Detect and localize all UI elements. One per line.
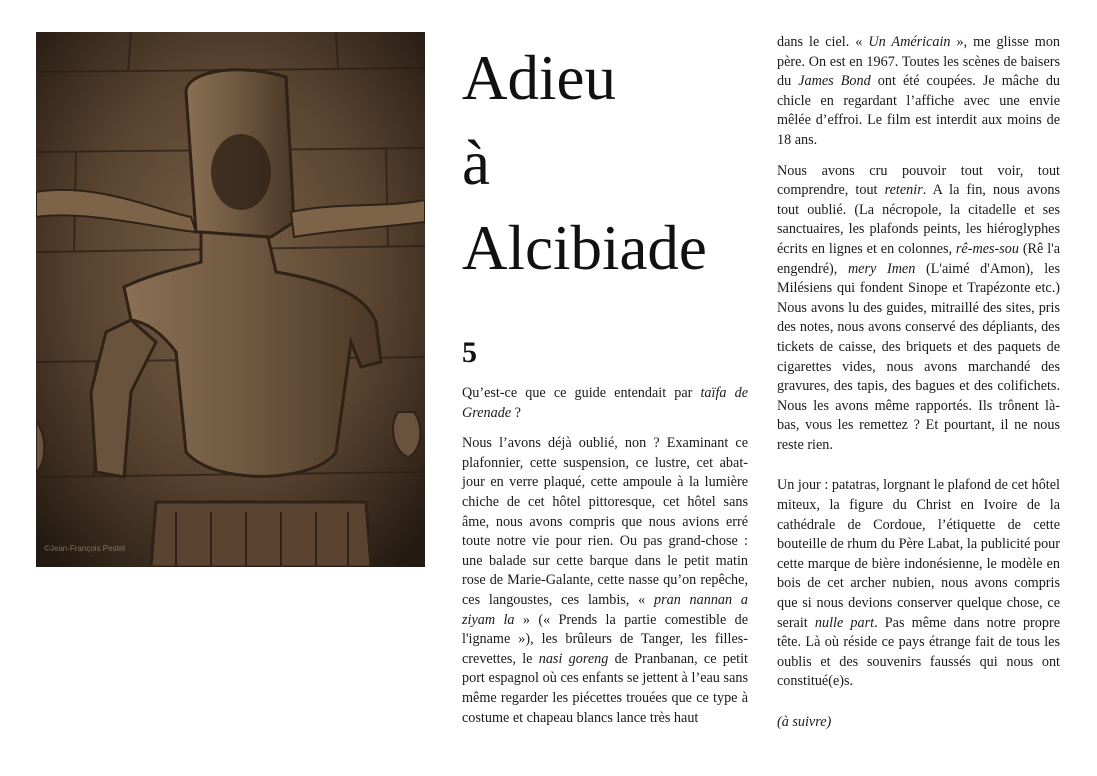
- text-run: », me glisse mon père. On est en 1967. Toutes les scènes de baisers du: [777, 34, 1061, 90]
- spacer: [777, 703, 1060, 713]
- title-line-3: Alcibiade: [462, 213, 707, 283]
- italic-run: nasi goreng: [538, 650, 609, 667]
- text-run: (L'aimé d'Amon), les Milésiens qui fondent Sinope et Trapézonte etc.) Nous avons lu des guides, mitraillé des sites, pris des notes, nous avons conservé des dépliants, des tickets de caisse, des briquets et des paquets de cigarettes vides, nous avons marchandé des gravures, des tapis, des bagues et des colifichets. Nous les avons même rapportés. Ils trônent là-bas, vous les remettez ? Et pourtant, il ne nous reste rien.: [777, 260, 1060, 453]
- paragraph: [777, 476, 1060, 692]
- italic-run: James Bond: [798, 73, 871, 90]
- text-run: Nous l’avons déjà oublié, non ? Examinant ce plafonnier, cette suspension, ce lustre, cet abat-jour en verre plaqué, cette ampoule à la lumière chiche de cet hôtel pittoresque, cet hôtel sans âme, nous avons compris que nous avions erré toute notre vie pour rien. Ou pas grand-chose : une balade sur cette barque dans le petit matin rose de Marie-Galante, cette nasse qu’on repêche, ces langoustes, ces lambis, «: [462, 435, 748, 608]
- text-run: . Pas même dans notre propre tête. Là où réside ce pays étrange fait de tous les oublis et des souvenirs faussés qui nous ont constitué(e)s.: [777, 614, 1060, 690]
- text-run: ?: [511, 404, 521, 421]
- text-run: Un jour : patatras, lorgnant le plafond de cet hôtel miteux, la figure du Christ en Ivoire de la cathédrale de Cordoue, l’étiquette de cette bouteille de rhum du Père Labat, la publicité pour cette marque de bière indonésienne, le modèle en bois de cet archer nubien, nous avons compris que si nous devions conserver quelque chose, ce serait: [777, 477, 1060, 631]
- text-run: . A la fin, nous avons tout oublié. (La nécropole, la citadelle et ses sanctuaires, les plafonds peints, les hiéroglyphes écrits en lignes et en colonnes,: [777, 182, 1060, 257]
- bas-relief-image: [36, 32, 425, 567]
- bas-relief-photo: [36, 32, 425, 567]
- text-run: » (« Prends la partie comestible de l'igname »), les brûleurs de Tanger, les filles-crevettes, le: [462, 611, 749, 667]
- text-column-1: [462, 384, 748, 739]
- paragraph: [462, 434, 748, 728]
- paragraph: [462, 384, 748, 423]
- article-title: [462, 36, 762, 291]
- text-run: dans le ciel. «: [777, 34, 869, 50]
- text-run: Qu’est-ce que ce guide entendait par: [462, 385, 701, 401]
- italic-run: Un Américain: [868, 34, 951, 50]
- italic-run: retenir: [884, 182, 923, 199]
- chapter-number: 5: [462, 336, 477, 369]
- italic-run: pran nannan a ziyam la: [462, 591, 748, 628]
- photo-credit: ©Jean-François Pestel: [44, 544, 126, 553]
- paragraph: [777, 33, 1060, 151]
- italic-run: rê-mes-sou: [955, 240, 1019, 257]
- to-be-continued: (à suivre): [777, 714, 832, 730]
- title-line-2: à: [462, 128, 490, 198]
- text-run: Nous avons cru pouvoir tout voir, tout comprendre, tout: [777, 162, 1060, 199]
- text-run: de Pranbanan, ce petit port espagnol où ces enfants se jettent à l’eau sans même regarder les piécettes trouées que ce type à costume et chapeau blancs lance très haut: [462, 650, 748, 726]
- text-run: ont été coupées. Je mâche du chicle en regardant l’affiche avec une envie mêlée d’effroi. Le film est interdit aux moins de 18 ans.: [777, 73, 1061, 148]
- paragraph: [777, 713, 1060, 733]
- italic-run: taïfa de Grenade: [462, 385, 748, 421]
- text-column-2: [777, 33, 1060, 744]
- italic-run: mery Imen: [847, 260, 916, 277]
- title-line-1: Adieu: [462, 43, 616, 113]
- spacer: [777, 466, 1060, 476]
- paragraph: [777, 162, 1060, 456]
- italic-run: nulle part: [814, 614, 875, 631]
- text-run: (Rê l'a engendré),: [777, 240, 1060, 277]
